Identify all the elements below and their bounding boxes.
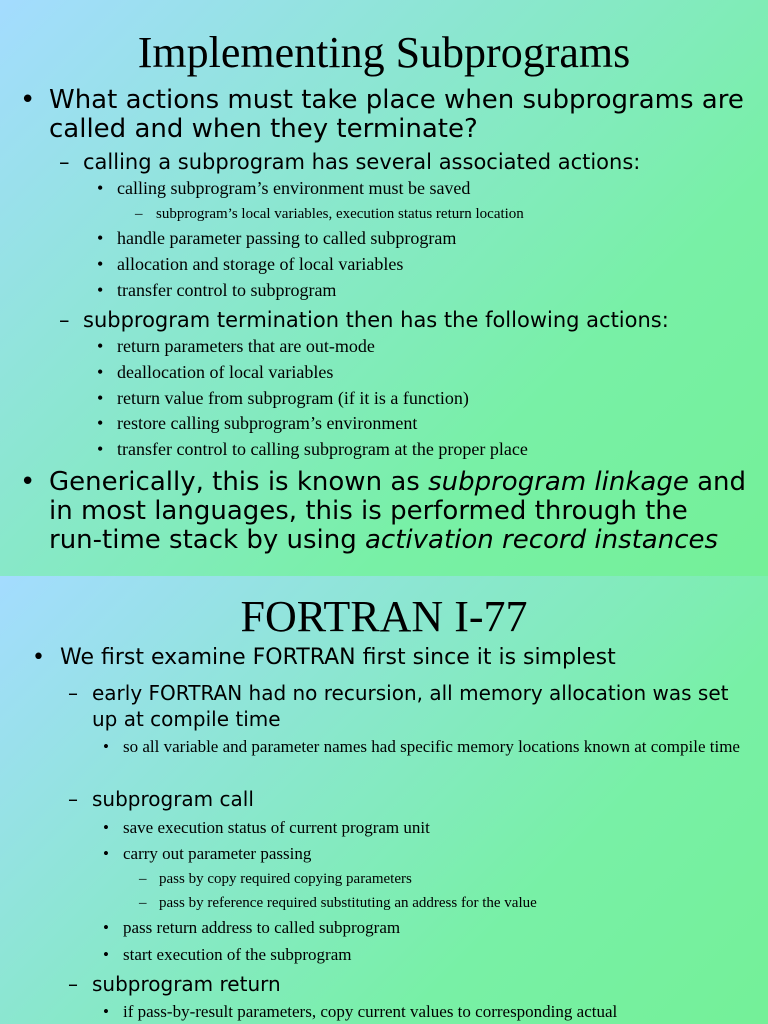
bullet-dash: –: [139, 871, 147, 887]
list-item: [103, 843, 748, 865]
item-text: pass by reference required substituting an address for the value: [159, 895, 537, 911]
list-item: [97, 439, 757, 460]
item-text: early FORTRAN had no recursion, all memory allocation was set up at compile time: [92, 681, 729, 731]
bullet-dot: •: [20, 467, 36, 497]
bullet-dot: •: [97, 388, 104, 408]
list-item: [97, 336, 757, 357]
bullet-dot: •: [20, 85, 36, 115]
list-item: [103, 736, 748, 758]
item-text: so all variable and parameter names had specific memory locations known at compile time: [123, 737, 740, 756]
bullet-dash: –: [59, 308, 70, 332]
item-text: restore calling subprogram’s environment: [117, 413, 418, 433]
list-item: [97, 178, 757, 199]
list-item: [20, 467, 749, 555]
list-item: [97, 413, 757, 434]
item-text: We first examine FORTRAN first since it is simplest: [60, 645, 616, 670]
slide-fortran: [0, 576, 768, 1024]
item-text: calling a subprogram has several associated actions:: [83, 150, 641, 174]
bullet-dot: •: [103, 818, 109, 837]
bullet-dot: •: [97, 228, 104, 248]
item-text: handle parameter passing to called subprogram: [117, 228, 457, 248]
list-item: [139, 894, 759, 912]
slide-title: Implementing Subprograms: [137, 28, 631, 77]
item-text: subprogram termination then has the following actions:: [83, 308, 669, 332]
list-item: [97, 280, 757, 301]
item-text: return parameters that are out-mode: [117, 336, 375, 356]
bullet-dot: •: [103, 844, 109, 863]
item-text: save execution status of current program unit: [123, 818, 430, 837]
bullet-dash: –: [68, 681, 78, 705]
text-run: Generically, this is known as: [49, 467, 429, 497]
bullet-dot: •: [97, 336, 104, 356]
list-item: [135, 205, 756, 223]
bullet-dot: •: [32, 645, 45, 670]
list-item: [20, 85, 749, 144]
bullet-dash: –: [139, 895, 147, 911]
bullet-dash: –: [68, 787, 78, 811]
item-text: allocation and storage of local variables: [117, 254, 404, 274]
item-text: calling subprogram’s environment must be saved: [117, 178, 471, 198]
emphasis-term: activation record instances: [364, 525, 719, 555]
bullet-dot: •: [97, 413, 104, 433]
item-text: subprogram return: [92, 972, 281, 996]
item-text: transfer control to subprogram: [117, 280, 337, 300]
bullet-dot: •: [103, 737, 109, 756]
bullet-dash: –: [59, 150, 70, 174]
text-run: and in most languages, this is performed through the run-time stack by using: [49, 467, 747, 555]
item-text: deallocation of local variables: [117, 362, 334, 382]
list-item: [97, 388, 757, 409]
bullet-dot: •: [103, 918, 109, 937]
emphasis-term: subprogram linkage: [428, 467, 689, 497]
list-item: [68, 680, 742, 732]
item-text: subprogram’s local variables, execution status return location: [156, 206, 524, 222]
slide-title: FORTRAN I-77: [240, 592, 528, 641]
list-item: [59, 308, 753, 332]
list-item: [59, 150, 753, 174]
list-item: [103, 817, 748, 839]
bullet-dot: •: [97, 280, 104, 300]
bullet-dot: •: [97, 439, 104, 459]
list-item: [97, 362, 757, 383]
item-text: transfer control to calling subprogram at the proper place: [117, 439, 528, 459]
list-item: [97, 228, 757, 249]
item-text: What actions must take place when subprograms are called and when they terminate?: [49, 85, 744, 144]
list-item: [68, 971, 742, 997]
bullet-dot: •: [97, 178, 104, 198]
bullet-dash: –: [135, 206, 143, 222]
bullet-dot: •: [103, 945, 109, 964]
bullet-dot: •: [97, 254, 104, 274]
item-text: subprogram call: [92, 787, 254, 811]
list-item: [103, 1001, 748, 1023]
list-item: [103, 944, 748, 966]
bullet-dot: •: [97, 362, 104, 382]
item-text: if pass-by-result parameters, copy current values to corresponding actual: [123, 1002, 618, 1021]
bullet-dot: •: [103, 1002, 109, 1021]
item-text: start execution of the subprogram: [123, 945, 352, 964]
list-item: [68, 786, 742, 812]
item-text: [49, 467, 746, 555]
list-item: [139, 870, 759, 888]
list-item: [97, 254, 757, 275]
item-text: return value from subprogram (if it is a function): [117, 388, 469, 408]
list-item: [32, 645, 750, 671]
item-text: pass return address to called subprogram: [123, 918, 401, 937]
item-text: carry out parameter passing: [123, 844, 312, 863]
bullet-dash: –: [68, 972, 78, 996]
list-item: [103, 917, 748, 939]
item-text: pass by copy required copying parameters: [159, 871, 412, 887]
